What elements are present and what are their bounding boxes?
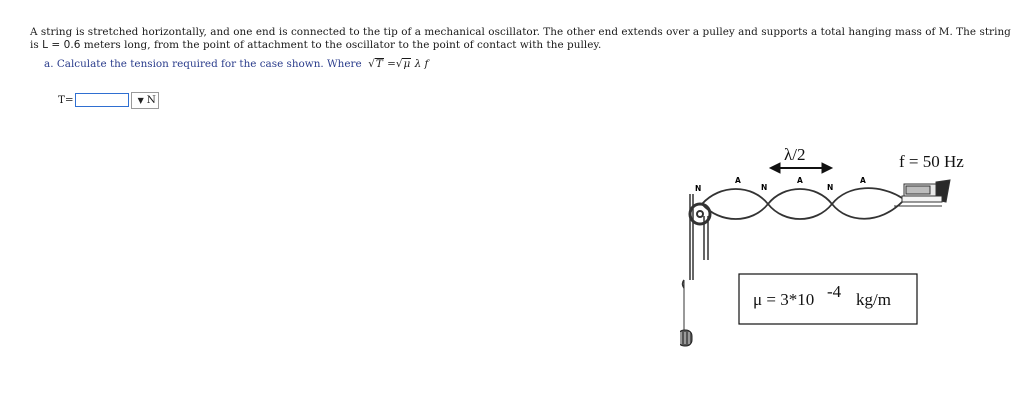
answer-row — [58, 91, 159, 109]
chevron-down-icon: ▼ — [137, 95, 144, 105]
tension-answer-input[interactable] — [75, 93, 129, 107]
hanging-mass-icon — [680, 330, 692, 346]
subquestion-a — [44, 58, 428, 70]
mu-unit: kg/m — [856, 290, 891, 309]
unit-dropdown[interactable] — [131, 92, 159, 109]
formula-sqrt-mu: μ — [403, 58, 411, 70]
tension-formula: √T =√μ λ f — [364, 58, 429, 70]
string-length-value: L = 0.6 — [42, 39, 81, 51]
formula-equals: = — [387, 58, 396, 70]
unit-dropdown-value: N — [146, 94, 156, 106]
frequency-label: f = 50 Hz — [899, 152, 964, 171]
subquestion-letter: a. — [44, 58, 54, 70]
node-label-3: N — [827, 183, 834, 192]
mu-label: μ = 3*10 — [753, 290, 815, 309]
formula-rhs: λ f — [414, 58, 429, 70]
wavelength-label: λ/2 — [784, 145, 806, 164]
figure-svg — [680, 140, 980, 370]
antinode-label-1: A — [735, 176, 741, 185]
standing-wave-figure — [680, 140, 980, 374]
node-label-1: N — [695, 184, 702, 193]
subquestion-text: Calculate the tension required for the case shown. Where — [56, 58, 362, 70]
formula-sqrt-t: T — [375, 58, 383, 70]
antinode-label-2: A — [797, 176, 803, 185]
oscillator-icon — [894, 180, 950, 206]
problem-text-part1: A string is stretched horizontally, and one end is connected to the tip of a mechanical oscillator. The other end extends over a pulley and supports a total hanging mass of M. The string is — [30, 26, 1011, 51]
node-label-2: N — [761, 183, 768, 192]
problem-statement — [30, 26, 1020, 52]
wavelength-arrow — [770, 163, 832, 173]
problem-text-part2: meters long, from the point of attachment to the oscillator to the point of contact with the pulley. — [80, 39, 602, 51]
pulley-icon — [683, 194, 711, 330]
linear-density-box — [739, 274, 917, 324]
antinode-label-3: A — [860, 176, 866, 185]
answer-label: T= — [58, 94, 74, 106]
standing-wave — [702, 188, 902, 219]
mu-exponent: -4 — [827, 282, 842, 301]
